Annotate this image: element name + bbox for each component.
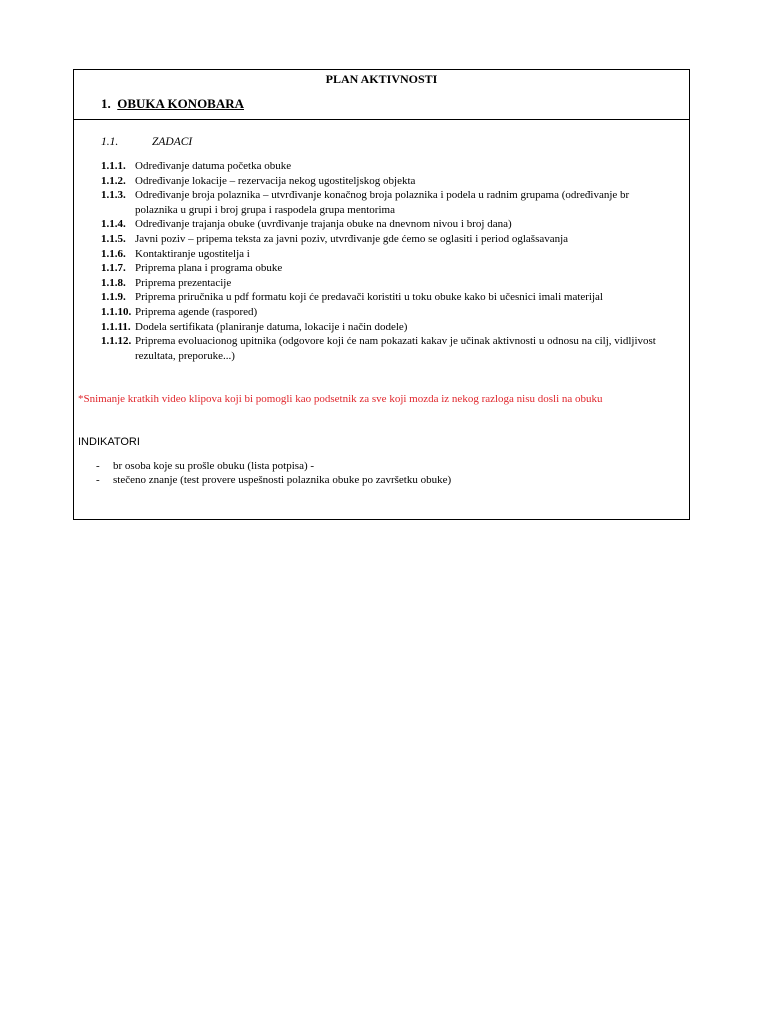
task-text: Određivanje lokacije – rezervacija nekog ugostiteljskog objekta <box>135 174 416 187</box>
list-item <box>74 320 689 335</box>
task-number: 1.1.9. <box>101 291 126 304</box>
task-number: 1.1.3. <box>101 189 126 202</box>
list-item <box>74 276 689 291</box>
bullet-dash: - <box>96 460 100 473</box>
section-number: 1. <box>101 96 111 111</box>
table-header <box>74 70 689 120</box>
indicators-heading: INDIKATORI <box>78 436 140 449</box>
task-text: Određivanje trajanja obuke (uvrđivanje trajanja obuke na dnevnom nivou i broj dana) <box>135 218 512 231</box>
task-text: Kontaktiranje ugostitelja i <box>135 247 250 260</box>
task-text: Dodela sertifikata (planiranje datuma, lokacije i način dodele) <box>135 320 408 333</box>
subsection-title: ZADACI <box>152 136 193 148</box>
list-item <box>74 334 689 363</box>
task-text: Priprema plana i programa obuke <box>135 262 283 275</box>
list-item <box>74 174 689 189</box>
list-item <box>74 290 689 305</box>
list-item <box>74 217 689 232</box>
task-number: 1.1.6. <box>101 247 126 260</box>
list-item <box>74 261 689 276</box>
list-item <box>74 247 689 262</box>
section-title: OBUKA KONOBARA <box>117 96 245 111</box>
task-number: 1.1.1. <box>101 160 126 172</box>
task-number: 1.1.10. <box>101 305 132 318</box>
document-title: PLAN AKTIVNOSTI <box>325 72 438 86</box>
task-text: Priprema priručnika u pdf formatu koji će predavači koristiti u toku obuke kako bi učesnici imali materijal <box>135 291 603 304</box>
list-item <box>74 459 689 473</box>
task-text: Priprema agende (raspored) <box>135 305 258 318</box>
list-item <box>74 232 689 247</box>
indicator-text: br osoba koje su prošle obuku (lista potpisa) - <box>113 460 315 473</box>
task-number: 1.1.8. <box>101 276 126 289</box>
video-note: *Snimanje kratkih video klipova koji bi pomogli kao podsetnik za sve koji mozda iz nekog razloga nisu dosli na obuku <box>78 393 603 406</box>
table-body <box>74 120 689 487</box>
plan-table <box>73 69 690 520</box>
list-item <box>74 305 689 320</box>
task-text: Pripremа evoluacionog upitnika (odgovore koji će nam pokazati kakav je učinak aktivnosti u odnosu na cilj, vidljivost rezultata, preporuke...) <box>135 335 656 362</box>
task-number: 1.1.2. <box>101 174 126 187</box>
task-number: 1.1.4. <box>101 218 126 231</box>
task-text: Određivanje datuma početka obuke <box>135 160 292 172</box>
indicator-text: stečeno znanje (test provere uspešnosti polaznika obuke po završetku obuke) <box>113 474 452 487</box>
task-text: Javni poziv – pripema teksta za javni poziv, utvrđivanje gde ćemo se oglasiti i period oglašsavanja <box>135 232 569 245</box>
task-text: Određivanje broja polaznika – utvrđivanje konačnog broja polaznika i podela u radnim grupama (određivanje br polaznika u grupi i broj grupa i raspodela grupa mentorima <box>135 189 630 216</box>
subsection-heading <box>101 135 689 155</box>
list-item <box>74 159 689 174</box>
task-number: 1.1.7. <box>101 262 126 275</box>
task-text: Priprema prezentacije <box>135 276 232 289</box>
task-number: 1.1.11. <box>101 320 131 333</box>
task-list <box>74 159 689 363</box>
indicator-list <box>74 459 689 487</box>
subsection-number: 1.1. <box>101 136 119 148</box>
list-item <box>74 473 689 487</box>
list-item <box>74 188 689 217</box>
bullet-dash: - <box>96 474 100 487</box>
section-heading <box>101 96 244 112</box>
task-number: 1.1.5. <box>101 232 126 245</box>
task-number: 1.1.12. <box>101 335 132 348</box>
